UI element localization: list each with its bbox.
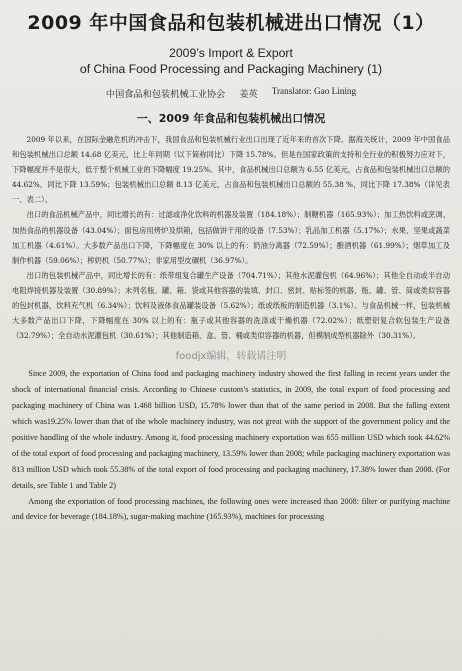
chinese-paragraph-2: 出口的食品机械产品中，同比增长的有：过滤或净化饮料的机器及装置（184.18%）；制糖机器（165.93%）；加工热饮料或烹调、加热食品的机器设备（43.04%）；面包房用烤炉及烘箱，包括做饼干用的设备（7.53%）；乳品加工机器（5.17%）；水果、坚果或蔬菜加工机器（4.61%）。大多数产品出口下降，下降幅度在 30% 以上的有：奶油分离器（72.59%）；酿酒机器（61.99%）；烟草加工及制作机器（59.06%）；榨奶机（50.77%）；非家用型皮碾机（36.97%）。: [12, 210, 450, 265]
title-english-line-2: of China Food Processing and Packaging Machinery (1): [79, 62, 383, 76]
watermark-text: foodjx编辑，转载请注明: [175, 351, 287, 363]
author-name: 姜英: [239, 89, 258, 100]
organization-name: 中国食品和包装机械工业协会: [105, 89, 226, 100]
title-english-line-1: 2009’s Import & Export: [169, 46, 293, 60]
chinese-paragraph-3: 出口的包装机械产品中，同比增长的有：纸带组复合罐生产设备（704.71%）；其他水泥灌包机（64.96%）；其他全自动或半自动电阻焊接机器及装置（30.89%）；未列名瓶、罐、箱、袋或其他容器的装填、封口、密封、贴标签的机器，瓶、罐、管、筒或类似容器的包封机器，饮料充气机（6.34%）；饮料及液体食品罐装设备（5.62%）；纸或纸板的制造机器（3.1%）。与食品机械一样，包装机械大多数产品出口下降，下降幅度在 30% 以上的有：瓶子或其他容器的洗涤或干燥机器（72.02%）；纸塑铝复合软包装生产设备（32.79%）；全自动水泥灌包机（30.61%）；其他制造箱、盒、管、桶或类似容器的机器，但模制成型机器除外（30.31%）。: [12, 270, 450, 341]
article-title-chinese: 2009 年中国食品和包装机械进出口情况（1）: [27, 12, 435, 34]
article-title-english: [12, 45, 450, 77]
translator-credit: Translator: Gao Lining: [271, 86, 357, 96]
section-heading: 一、2009 年食品和包装机械出口情况: [136, 112, 326, 125]
english-body: [12, 366, 450, 525]
chinese-body: [12, 132, 450, 343]
chinese-paragraph-1: 2009 年以来，在国际金融危机的冲击下，我国食品和包装机械行业出口出现了近年来的首次下降。据海关统计，2009 年中国食品和包装机械出口总额 14.68 亿美元，比上年同期（以下简称同比）下降 15.78%。但是在国家政策的支持和全行业的积极努力应对下，下降幅度并不是很大，低于整个机械工业的下降幅度 19.25%。其中，食品机械出口总额为 6.55 亿美元，占食品和包装机械出口总额的 44.62%，同比下降 13.59%；包装机械出口总额 8.13 亿美元，占食品和包装机械出口总额的 55.38 %，同比下降 17.38%（详见表一、表二）。: [12, 135, 450, 205]
english-paragraph-2: Among the exportation of food processing machines, the following ones were increased than 2008: filter or purifying machine and device for beverage (184.18%), sugar-making machine (165.93%), machines for processing: [12, 496, 450, 522]
english-paragraph-1: Since 2009, the exportation of China food and packaging machinery industry showed the first falling in recent years under the shock of international financial crisis. According to Chinese custom’s statistics, in 2009, the total export of food processing and packaging machinery of China was 1.468 billion USD, 15.78% lower than that of the same period in 2008. But the falling extent which was19.25% lower than that of the whole machinery industry, was not great with the support of the government policy and the positive handling of the whole industry. Among it, food processing machinery exportation was 655 million USD which took 44.62% of the total export of food processing and packaging machinery, 13.59% lower than 2008; while packaging machinery exportation was 813 million USD which took 55.38% of the total export of food processing and packaging machinery, 17.38% lower than 2008. (For details, see Table 1 and Table 2): [12, 369, 450, 490]
byline: [12, 86, 450, 100]
